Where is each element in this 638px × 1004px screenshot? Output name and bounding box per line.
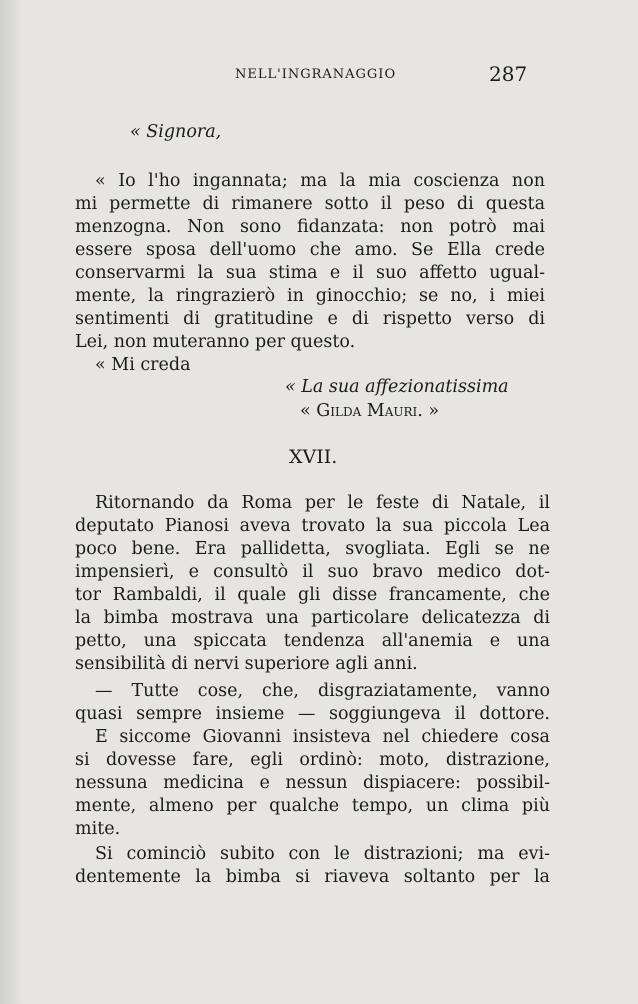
chapter-heading: XVII. <box>289 446 338 468</box>
body-line: nessuna medicina e nessun dispiacere: possibil- <box>75 773 550 793</box>
letter-salutation: « Signora, <box>130 122 222 142</box>
letter-signoff: « La sua affezionatissima <box>285 377 509 397</box>
body-line: petto, una spiccata tendenza all'anemia e una <box>75 631 550 651</box>
letter-line: essere sposa dell'uomo che amo. Se Ella crede <box>75 240 545 260</box>
letter-closing: « Mi creda <box>95 355 191 375</box>
letter-signature: « Gilda Mauri. » <box>300 401 440 421</box>
body-line: — Tutte cose, che, disgraziatamente, vanno <box>95 681 550 701</box>
body-line: mente, almeno per qualche tempo, un clima più <box>75 796 550 816</box>
body-line: Si cominciò subito con le distrazioni; ma evi- <box>95 844 550 864</box>
body-line: sensibilità di nervi superiore agli anni. <box>75 654 418 674</box>
letter-line: « Io l'ho ingannata; ma la mia coscienza non <box>95 171 545 191</box>
body-line: E siccome Giovanni insisteva nel chiedere cosa <box>95 727 550 747</box>
body-line: tor Rambaldi, il quale gli disse francamente, che <box>75 585 550 605</box>
body-line: quasi sempre insieme — soggiungeva il dottore. <box>75 704 550 724</box>
letter-line: menzogna. Non sono fidanzata: non potrò mai <box>75 217 545 237</box>
body-line: la bimba mostrava una particolare delicatezza di <box>75 608 550 628</box>
body-line: dentemente la bimba si riaveva soltanto per la <box>75 867 550 887</box>
body-line: Ritornando da Roma per le feste di Natale, il <box>95 493 550 513</box>
letter-line: conservarmi la sua stima e il suo affetto ugual- <box>75 263 545 283</box>
letter-line: Lei, non muteranno per questo. <box>75 332 356 352</box>
body-line: poco bene. Era pallidetta, svogliata. Egli se ne <box>75 539 550 559</box>
letter-line: mente, la ringrazierò in ginocchio; se no, i miei <box>75 286 545 306</box>
letter-line: mi permette di rimanere sotto il peso di questa <box>75 194 545 214</box>
page-number: 287 <box>489 62 528 86</box>
body-line: impensierì, e consultò il suo bravo medico dot- <box>75 562 550 582</box>
running-head: NELL'INGRANAGGIO <box>235 67 397 82</box>
body-line: si dovesse fare, egli ordinò: moto, distrazione, <box>75 750 550 770</box>
letter-line: sentimenti di gratitudine e di rispetto verso di <box>75 309 545 329</box>
body-line: mite. <box>75 819 121 839</box>
body-line: deputato Pianosi aveva trovato la sua piccola Lea <box>75 516 550 536</box>
